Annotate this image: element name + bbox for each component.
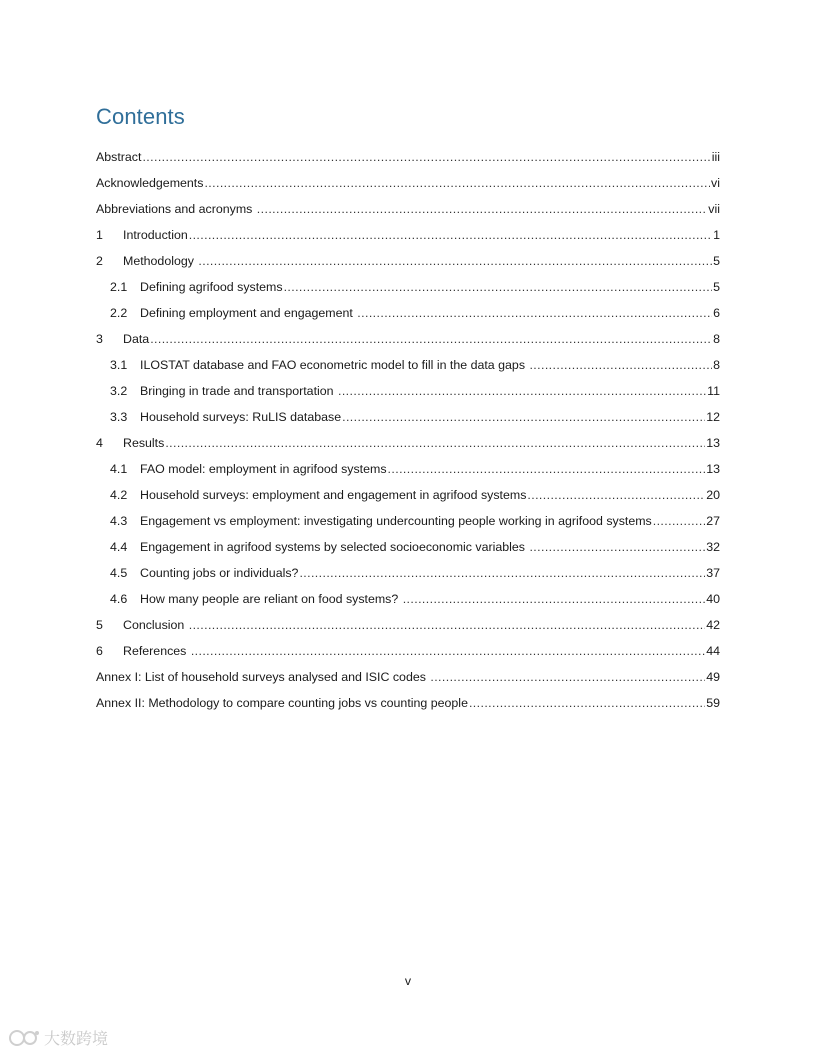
watermark-text: 大数跨境 [44, 1029, 109, 1048]
toc-dot-leader [529, 352, 712, 378]
toc-entry-title[interactable]: Bringing in trade and transportation [140, 384, 337, 398]
toc-entry-number: 4.1 [110, 462, 128, 476]
toc-entry-title[interactable]: Annex II: Methodology to compare counting jobs vs counting people [96, 696, 468, 710]
page-title: Contents [96, 104, 185, 129]
toc-dot-leader [527, 482, 705, 508]
toc-entry[interactable] [110, 456, 720, 482]
toc-dot-leader [198, 248, 712, 274]
toc-entry-page[interactable]: 5 [713, 254, 720, 268]
toc-entry-number: 3 [96, 332, 103, 346]
toc-entry-title[interactable]: Acknowledgements [96, 176, 204, 190]
toc-entry-page[interactable]: 42 [706, 618, 720, 632]
toc-entry-page[interactable]: 8 [713, 332, 720, 346]
toc-entry-number: 3.2 [110, 384, 128, 398]
toc-entry-title[interactable]: Results [123, 436, 165, 450]
toc-dot-leader [299, 560, 705, 586]
toc-entry[interactable] [110, 352, 720, 378]
toc-entry-number: 4.6 [110, 592, 128, 606]
toc-entry-number: 2 [96, 254, 103, 268]
toc-entry-page[interactable]: 1 [713, 228, 720, 242]
toc-entry[interactable] [96, 430, 720, 456]
page-number: v [404, 974, 412, 988]
toc-entry-number: 2.2 [110, 306, 128, 320]
toc-entry-title[interactable]: Defining agrifood systems [140, 280, 283, 294]
toc-entry[interactable] [110, 482, 720, 508]
toc-entry-number: 3.1 [110, 358, 128, 372]
toc-entry-number: 4.4 [110, 540, 128, 554]
toc-dot-leader [403, 586, 705, 612]
toc-entry-page[interactable]: 5 [713, 280, 720, 294]
toc-entry-page[interactable]: 13 [706, 436, 720, 450]
toc-entry-title[interactable]: ILOSTAT database and FAO econometric model to fill in the data gaps [140, 358, 529, 372]
toc-entry-page[interactable]: 27 [706, 514, 720, 528]
toc-dot-leader [529, 534, 705, 560]
watermark [8, 1026, 108, 1049]
toc-entry-number: 4.5 [110, 566, 128, 580]
toc-dot-leader [342, 404, 705, 430]
toc-entry-page[interactable]: 6 [713, 306, 720, 320]
toc-dot-leader [189, 612, 705, 638]
toc-entry-page[interactable]: 20 [706, 488, 720, 502]
toc-entry-number: 1 [96, 228, 103, 242]
toc-entry[interactable] [96, 222, 720, 248]
toc-entry-page[interactable]: 32 [706, 540, 720, 554]
toc-entry[interactable] [110, 560, 720, 586]
toc-entry-title[interactable]: Introduction [123, 228, 188, 242]
toc-entry-title[interactable]: Engagement in agrifood systems by selected socioeconomic variables [140, 540, 529, 554]
toc-dot-leader [469, 690, 705, 716]
toc-entry-title[interactable]: Data [123, 332, 150, 346]
toc-entry-page[interactable]: 11 [707, 384, 720, 398]
toc-entry-number: 6 [96, 644, 103, 658]
toc-entry-title[interactable]: Household surveys: employment and engagement in agrifood systems [140, 488, 527, 502]
toc-entry-title[interactable]: FAO model: employment in agrifood systems [140, 462, 387, 476]
toc-entry[interactable] [110, 508, 720, 534]
toc-entry-title[interactable]: Abstract [96, 150, 142, 164]
toc-dot-leader [191, 638, 705, 664]
toc-entry-title[interactable]: Methodology [123, 254, 198, 268]
toc-entry-page[interactable]: 40 [706, 592, 720, 606]
toc-entry-number: 5 [96, 618, 103, 632]
toc-entry[interactable] [96, 690, 720, 716]
toc-dot-leader [189, 222, 712, 248]
toc-entry[interactable] [110, 378, 720, 404]
toc-entry-page[interactable]: 8 [713, 358, 720, 372]
toc-entry-number: 2.1 [110, 280, 128, 294]
toc-entry[interactable] [96, 248, 720, 274]
toc-entry-page[interactable]: vii [708, 202, 720, 216]
toc-entry-page[interactable]: 37 [706, 566, 720, 580]
toc-entry[interactable] [110, 586, 720, 612]
toc-entry-title[interactable]: Defining employment and engagement [140, 306, 357, 320]
toc-dot-leader [257, 196, 708, 222]
toc-dot-leader [338, 378, 706, 404]
toc-entry-title[interactable]: Counting jobs or individuals? [140, 566, 299, 580]
toc-entry-title[interactable]: Household surveys: RuLIS database [140, 410, 342, 424]
toc-dot-leader [150, 326, 712, 352]
toc-dot-leader [388, 456, 706, 482]
toc-entry-title[interactable]: Annex I: List of household surveys analysed and ISIC codes [96, 670, 430, 684]
toc-entry-number: 4.3 [110, 514, 128, 528]
toc-entry[interactable] [96, 612, 720, 638]
brand-logo-icon [8, 1028, 42, 1048]
toc-entry[interactable] [110, 404, 720, 430]
toc-entry[interactable] [96, 170, 720, 196]
toc-dot-leader [430, 664, 705, 690]
toc-dot-leader [284, 274, 713, 300]
toc-entry[interactable] [96, 664, 720, 690]
toc-entry-page[interactable]: 59 [706, 696, 720, 710]
toc-entry[interactable] [96, 326, 720, 352]
toc-entry-number: 4 [96, 436, 103, 450]
toc-dot-leader [142, 144, 710, 170]
toc-entry-page[interactable]: vi [711, 176, 720, 190]
toc-entry[interactable] [96, 196, 720, 222]
toc-dot-leader [653, 508, 705, 534]
toc-entry-page[interactable]: 49 [706, 670, 720, 684]
toc-entry-title[interactable]: References [123, 644, 190, 658]
toc-entry-title[interactable]: How many people are reliant on food systems? [140, 592, 402, 606]
toc-entry[interactable] [96, 144, 720, 170]
toc-entry[interactable] [110, 274, 720, 300]
toc-dot-leader [165, 430, 705, 456]
toc-entry-title[interactable]: Conclusion [123, 618, 188, 632]
toc-entry-page[interactable]: 12 [706, 410, 720, 424]
toc-entry-title[interactable]: Abbreviations and acronyms [96, 202, 256, 216]
toc-entry-page[interactable]: 44 [706, 644, 720, 658]
toc-dot-leader [204, 170, 710, 196]
toc-entry-page[interactable]: 13 [706, 462, 720, 476]
toc-entry-number: 4.2 [110, 488, 128, 502]
toc-entry[interactable] [110, 534, 720, 560]
toc-entry[interactable] [110, 300, 720, 326]
toc-dot-leader [357, 300, 712, 326]
toc-entry-page[interactable]: iii [711, 150, 720, 164]
toc-entry-number: 3.3 [110, 410, 128, 424]
toc-entry-title[interactable]: Engagement vs employment: investigating undercounting people working in agrifood systems [140, 514, 652, 528]
toc-entry[interactable] [96, 638, 720, 664]
